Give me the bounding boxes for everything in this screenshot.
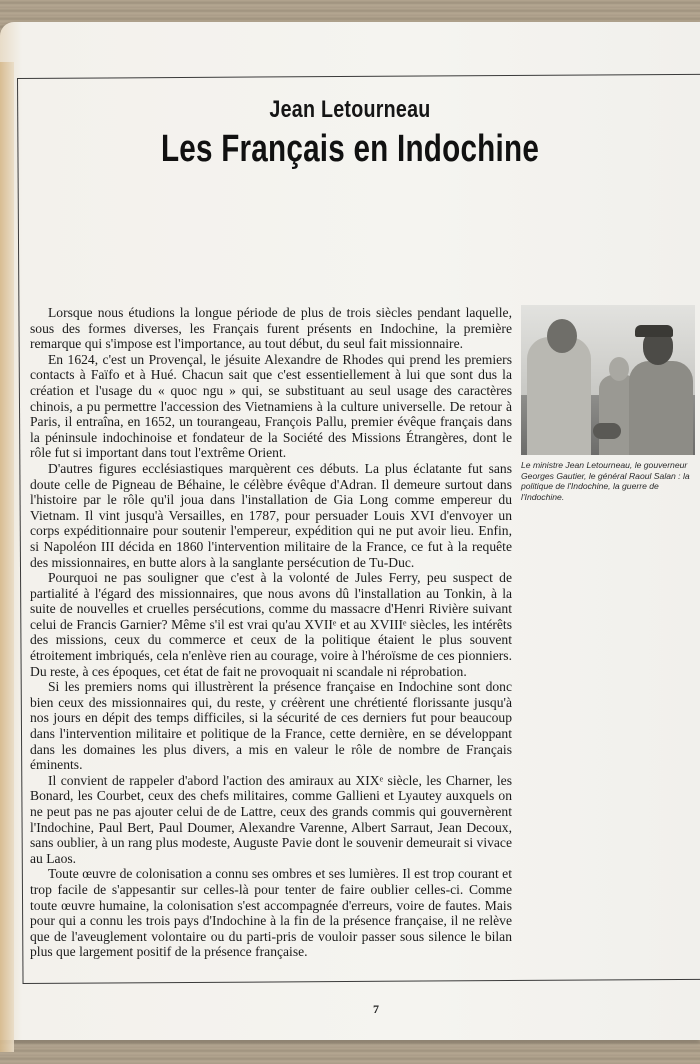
paragraph: Il convient de rappeler d'abord l'action des amiraux au XIXᵉ siècle, les Charner, les Bonard, les Courbet, ceux des chefs militaires, comme Gallieni et Lyautey auxquels on ne peut pas ne pas ajouter celui de de Lattre, ceux des grands commis qui gouvernèrent l'Indochine, Paul Bert, Paul Doumer, Alexandre Varenne, Albert Sarraut, Jean Decoux, sans oublier, à un rang plus modeste, Auguste Pavie dont le souvenir demeurait si vivace au Laos. [30, 772, 512, 866]
paragraph: Pourquoi ne pas souligner que c'est à la volonté de Jules Ferry, peu suspect de partialité à l'égard des missionnaires, que nous avons dû l'installation au Tonkin, à la suite de nouvelles et cruelles persécutions, comme du massacre d'Henri Rivière suivant celui de Francis Garnier? Même s'il est vrai qu'au XVIIᵉ et au XVIIIᵉ siècles, les intérêts des missions, ceux du commerce et ceux de la politique étaient le plus souvent étroitement imbriqués, cela n'enlève rien au courage, voire à l'héroïsme de ces pionniers. Du reste, à ces époques, cet état de fait ne provoquait ni scandale ni réprobation. [30, 570, 512, 679]
photo-figure-minister [527, 337, 591, 455]
photo-military-cap [635, 325, 673, 337]
photo-handshake [593, 423, 621, 439]
page-number: 7 [373, 1002, 379, 1016]
page-gutter-shadow [0, 62, 14, 1052]
photo-figure-governor-head [609, 357, 629, 381]
historical-photo [521, 305, 695, 455]
photo-figure-general [629, 361, 693, 455]
paragraph: D'autres figures ecclésiastiques marquèrent ces débuts. La plus éclatante fut sans doute celle de Pigneau de Béhaine, le célèbre évêque d'Adran. Il demeure surtout dans l'histoire par le rôle qu'il joua dans l'installation de Gia Long comme empereur du Vietnam. Il vint jusqu'à Versailles, en 1787, pour persuader Louis XVI d'envoyer un corps expéditionnaire pour soutenir l'empereur, expédition qui ne put avoir lieu. Enfin, si Napoléon III décida en 1860 l'intervention militaire de la France, ce fut à la requête des missionnaires, en butte alors à la sanglante persécution de Tu-Duc. [30, 460, 512, 570]
photo-figure-minister-head [547, 319, 577, 353]
article-body [30, 305, 512, 960]
article-author: Jean Letourneau [269, 96, 431, 123]
paragraph: Lorsque nous étudions la longue période de plus de trois siècles pendant laquelle, sous des formes diverses, les Français furent présents en Indochine, la première remarque qui s'impose est l'importance, au tout début, du seul fait missionnaire. [30, 305, 512, 352]
article-title: Les Français en Indochine [160, 128, 540, 170]
paragraph: Toute œuvre de colonisation a connu ses ombres et ses lumières. Il est trop courant et trop facile de s'appesantir sur celles-là pour tenter de faire oublier celles-ci. Comme toute œuvre humaine, la colonisation s'est accompagnée d'erreurs, voire de fautes. Mais pour qui a connu les trois pays d'Indochine à la fin de la présence française, il ne relève que de l'aveuglement volontaire ou du parti-pris de vouloir passer sous silence le bilan plus que largement positif de la présence française. [30, 866, 512, 960]
paragraph: En 1624, c'est un Provençal, le jésuite Alexandre de Rhodes qui prend les premiers contacts à Faïfo et à Hué. Chacun sait que c'est essentiellement à lui que sont dus la création et l'usage du « quoc ngu » qui, se substituant au seul usage des caractères chinois, a pu permettre l'accession des Vietnamiens à la culture universelle. De retour à Paris, il entraîna, en 1652, un tourangeau, François Pallu, premier évêque français dans la péninsule indochinoise et fondateur de la Société des Missions Étrangères, dont le rôle fut si important dans tout l'extrême Orient. [30, 351, 512, 461]
photo-caption: Le ministre Jean Letourneau, le gouverneur Georges Gautier, le général Raoul Salan : la politique de l'Indochine, la guerre de l'Indochine. [521, 460, 690, 502]
paragraph: Si les premiers noms qui illustrèrent la présence française en Indochine sont donc bien ceux des missionnaires qui, du reste, y créèrent une chrétienté florissante jusqu'à nos jours en dépit des temps difficiles, si la sécurité de ces derniers fut pour beaucoup dans l'intervention militaire et politique de la France, cette dernière, en se développant dans les domaines les plus divers, a mis en valeur le rôle de nombre de Français éminents. [30, 679, 512, 773]
